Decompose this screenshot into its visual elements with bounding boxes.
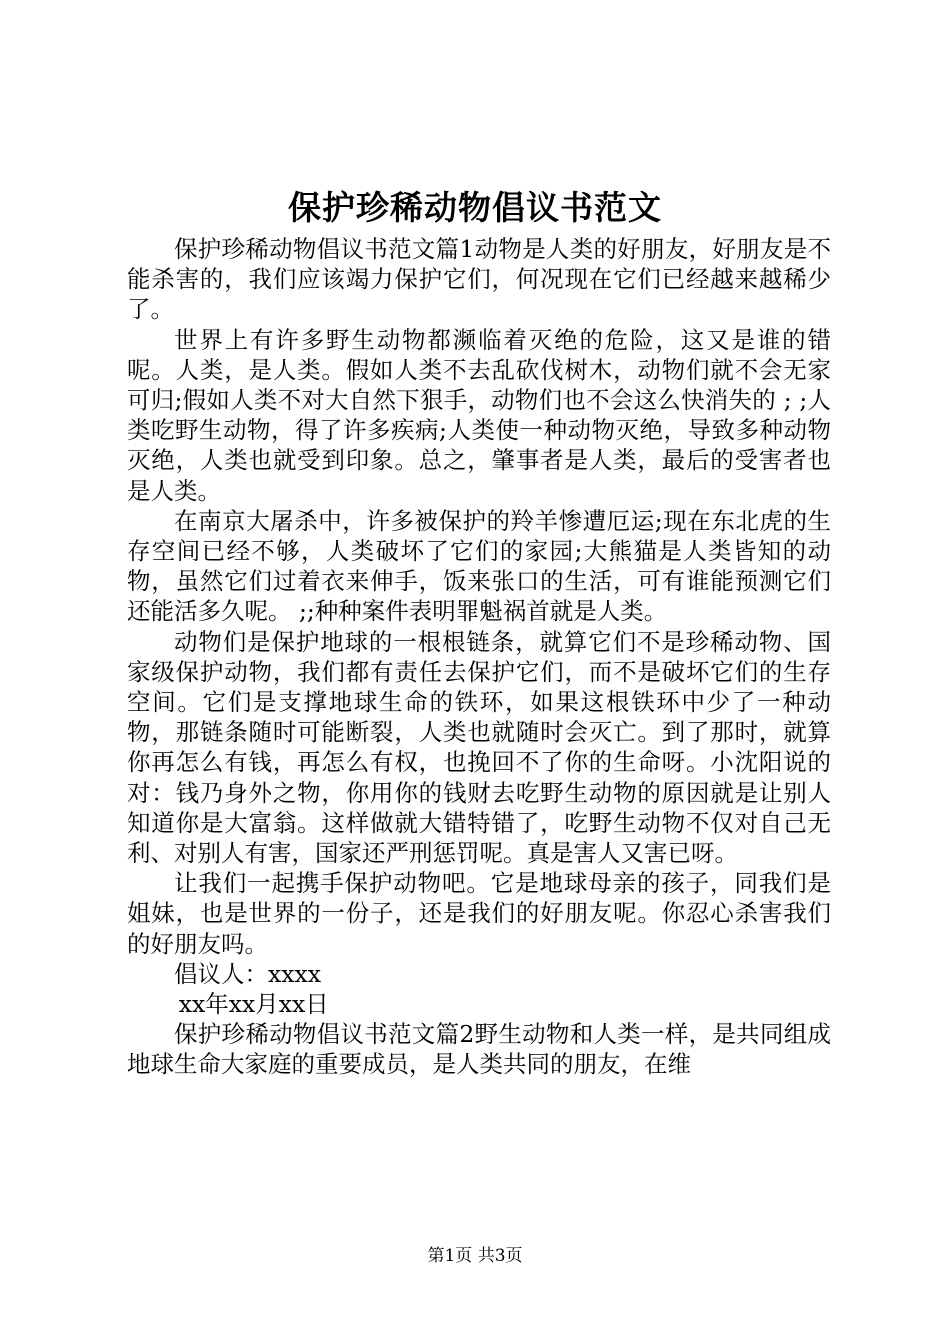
- document-body: [127, 234, 831, 1080]
- paragraph-6: 保护珍稀动物倡议书范文篇2野生动物和人类一样，是共同组成地球生命大家庭的重要成员，是人类共同的朋友，在维: [127, 1020, 831, 1079]
- signature-line: 倡议人：xxxx: [174, 959, 322, 988]
- paragraph-4: 动物们是保护地球的一根根链条，就算它们不是珍稀动物、国家级保护动物，我们都有责任去保护它们，而不是破坏它们的生存空间。它们是支撑地球生命的铁环，如果这根铁环中少了一种动物，那链条随时可能断裂，人类也就随时会灭亡。到了那时，就算你再怎么有钱，再怎么有权，也挽回不了你的生命呀。小沈阳说的对：钱乃身外之物，你用你的钱财去吃野生动物的原因就是让别人知道你是大富翁。这样做就大错特错了，吃野生动物不仅对自己无利、对别人有害，国家还严刑惩罚呢。真是害人又害已呀。: [127, 627, 831, 868]
- page-title: 保护珍稀动物倡议书范文: [288, 188, 662, 227]
- date-line: xx年xx月xx日: [178, 990, 329, 1019]
- paragraph-1: 保护珍稀动物倡议书范文篇1动物是人类的好朋友，好朋友是不能杀害的，我们应该竭力保护它们，何况现在它们已经越来越稀少了。: [127, 235, 831, 324]
- paragraph-5: 让我们一起携手保护动物吧。它是地球母亲的孩子，同我们是姐妹，也是世界的一份子，还是我们的好朋友呢。你忍心杀害我们的好朋友吗。: [127, 869, 831, 958]
- page-footer: 第1页 共3页: [427, 1246, 523, 1266]
- paragraph-3: 在南京大屠杀中，许多被保护的羚羊惨遭厄运;现在东北虎的生存空间已经不够，人类破坏了它们的家园;大熊猫是人类皆知的动物，虽然它们过着衣来伸手，饭来张口的生活，可有谁能预测它们还能活多久呢。 ;;种种案件表明罪魁祸首就是人类。: [127, 506, 831, 626]
- paragraph-2: 世界上有许多野生动物都濒临着灭绝的危险，这又是谁的错呢。人类，是人类。假如人类不去乱砍伐树木，动物们就不会无家可归;假如人类不对大自然下狠手，动物们也不会这么快消失的 ; ;人类吃野生动物，得了许多疾病;人类使一种动物灭绝，导致多种动物灭绝，人类也就受到印象。总之，肇事者是人类，最后的受害者也是人类。: [127, 325, 831, 505]
